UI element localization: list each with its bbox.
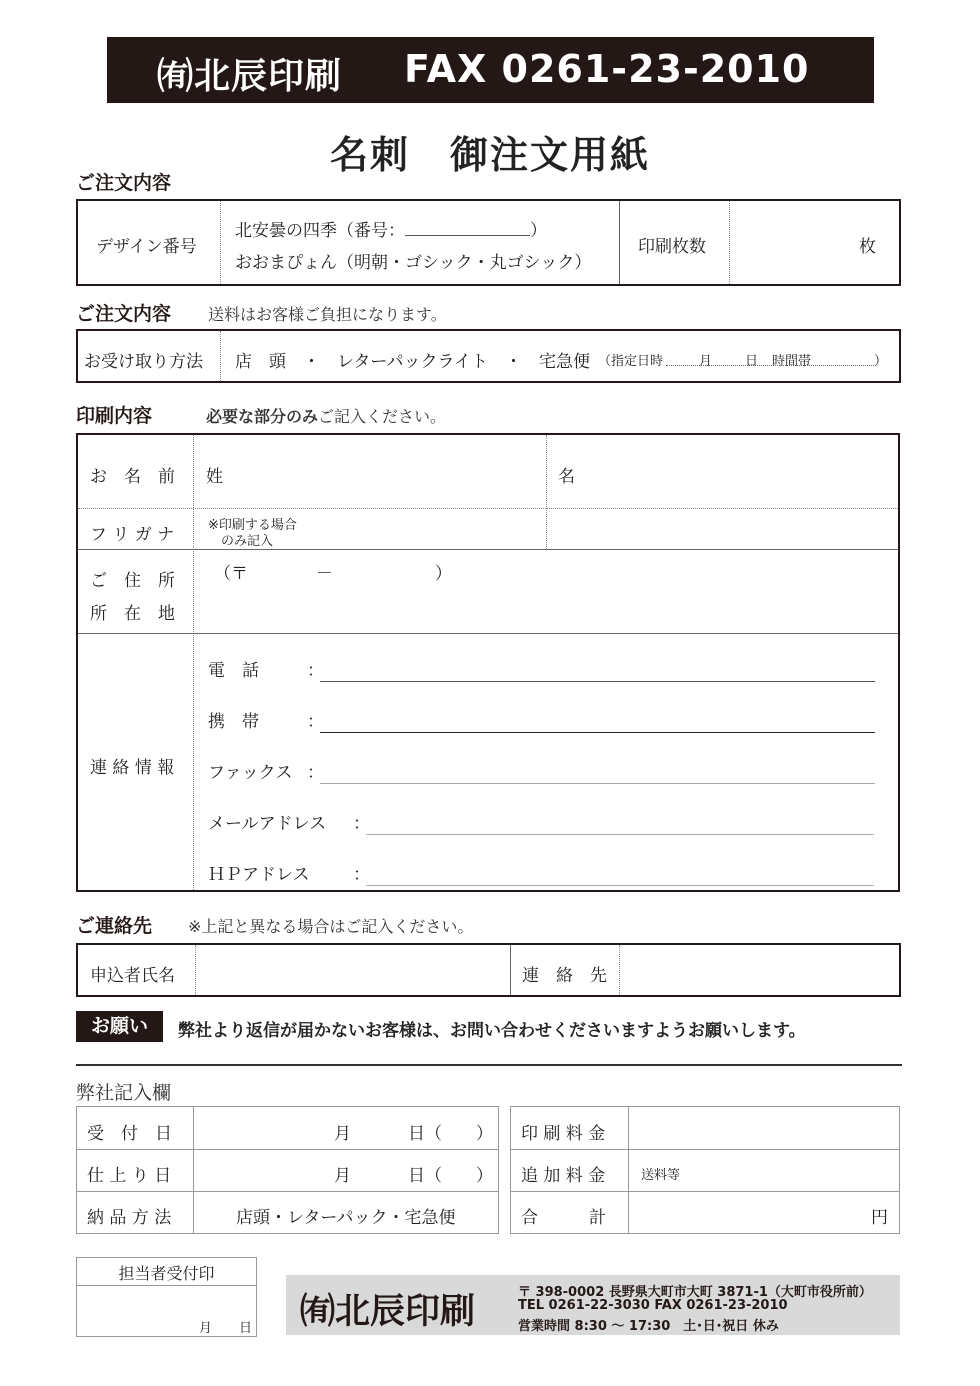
extra-fee-note: 送料等 <box>641 1168 681 1183</box>
hp-input[interactable] <box>366 885 874 886</box>
print-note <box>206 404 446 427</box>
mobile-input[interactable] <box>320 732 875 733</box>
print-note-bold: 必要な部分のみ <box>206 407 319 426</box>
furigana-sei-input[interactable] <box>308 513 538 545</box>
request-text: 弊社より返信が届かないお客様は、お問い合わせくださいますようお願いします。 <box>178 1021 806 1041</box>
extra-fee-label: 追 加 料 金 <box>521 1166 606 1186</box>
stamp-month: 月 <box>199 1321 213 1336</box>
delivery-options[interactable]: 店頭・レターパック・宅急便 <box>236 1208 456 1228</box>
print-content-box <box>76 433 900 892</box>
furigana-mei-input[interactable] <box>553 513 893 545</box>
delivery-month: 月 <box>699 354 713 369</box>
received-month: 月 <box>334 1124 351 1144</box>
print-note-rest: ご記入ください。 <box>318 407 447 426</box>
address-input[interactable] <box>208 585 888 627</box>
sei-label: 姓 <box>206 467 223 487</box>
total-label: 合 計 <box>521 1208 606 1228</box>
furigana-label: フ リ ガ ナ <box>90 525 175 545</box>
order-heading-1: ご注文内容 <box>76 172 172 194</box>
office-right-table <box>510 1106 900 1234</box>
header-banner <box>107 37 874 103</box>
divider <box>76 1064 902 1066</box>
receive-method-box <box>76 329 901 383</box>
stamp-box <box>76 1257 257 1337</box>
mobile-label: 携 帯 <box>208 712 259 732</box>
footer-tel: TEL 0261-22-3030 FAX 0261-23-2010 <box>518 1298 788 1313</box>
design-number-input[interactable] <box>405 221 530 236</box>
postal-code-field[interactable]: （〒 － ） <box>214 564 452 584</box>
company-name: ㈲北辰印刷 <box>157 56 343 97</box>
tel-label: 電 話 <box>208 661 259 681</box>
shipping-note: 送料はお客様ご負担になります。 <box>208 305 447 324</box>
address-label-2: 所 在 地 <box>90 604 175 624</box>
email-input[interactable] <box>366 834 874 835</box>
design-option-1-end: ） <box>530 221 547 241</box>
tel-colon: ： <box>307 661 324 681</box>
finished-month: 月 <box>334 1166 351 1186</box>
design-option-1-text: 北安曇の四季（番号： <box>235 221 405 241</box>
print-qty-input[interactable] <box>738 219 848 267</box>
address-label-1: ご 住 所 <box>90 571 175 591</box>
fax-number: FAX 0261-23-2010 <box>404 47 810 91</box>
contact-heading: ご連絡先 <box>76 915 153 937</box>
mei-input[interactable] <box>578 445 888 500</box>
received-day[interactable]: 日（ ） <box>408 1124 493 1144</box>
name-label: お 名 前 <box>90 467 175 487</box>
stamp-day: 日 <box>239 1321 253 1336</box>
receive-method-label: お受け取り方法 <box>84 352 203 372</box>
applicant-input[interactable] <box>203 951 503 991</box>
contact-to-label: 連 絡 先 <box>522 966 607 986</box>
design-number-label: デザイン番号 <box>96 237 197 257</box>
contact-to-input[interactable] <box>628 951 893 991</box>
design-order-box <box>76 199 901 286</box>
fax-colon: ： <box>307 763 324 783</box>
tel-input[interactable] <box>320 681 875 682</box>
office-heading: 弊社記入欄 <box>76 1082 172 1104</box>
hp-colon: ： <box>353 865 370 885</box>
print-fee-label: 印 刷 料 金 <box>521 1124 606 1144</box>
footer-address: 〒 398-0002 長野県大町市大町 3871-1（大町市役所前） <box>518 1285 872 1300</box>
delivery-close: ） <box>874 354 888 369</box>
delivery-time: 時間帯 <box>772 354 812 369</box>
total-yen: 円 <box>871 1208 888 1228</box>
footer-company: ㈲北辰印刷 <box>300 1292 476 1332</box>
delivery-day: 日 <box>745 354 759 369</box>
page-title: 名刺 御注文用紙 <box>329 133 650 177</box>
office-left-table <box>76 1106 499 1234</box>
design-option-2[interactable]: おおまぴょん（明朝・ゴシック・丸ゴシック） <box>235 253 592 273</box>
receive-options[interactable]: 店 頭 ・ レターパックライト ・ 宅急便 <box>235 352 590 372</box>
footer-bar <box>286 1275 900 1335</box>
mei-label: 名 <box>558 467 575 487</box>
print-qty-unit: 枚 <box>859 237 876 257</box>
furigana-note-1: ※印刷する場合 <box>208 518 297 533</box>
received-label: 受 付 日 <box>87 1124 172 1144</box>
print-heading: 印刷内容 <box>76 405 153 427</box>
email-label: メールアドレス <box>208 814 327 834</box>
sei-input[interactable] <box>223 445 533 500</box>
hp-label: ＨＰアドレス <box>208 865 310 885</box>
request-tag: お願い <box>76 1011 163 1042</box>
furigana-note-2: のみ記入 <box>221 534 274 549</box>
fax-label: ファックス <box>208 763 293 783</box>
email-colon: ： <box>353 814 370 834</box>
fax-input[interactable] <box>320 783 875 784</box>
delivery-label: 納 品 方 法 <box>87 1208 172 1228</box>
delivery-underline[interactable] <box>666 365 876 366</box>
order-heading-2: ご注文内容 <box>76 303 172 325</box>
delivery-spec: （指定日時 <box>598 354 664 369</box>
finished-label: 仕 上 り 日 <box>87 1166 172 1186</box>
footer-hours: 営業時間 8:30 ～ 17:30 土･日･祝日 休み <box>518 1319 779 1334</box>
contact-box <box>76 943 901 997</box>
contact-note: ※上記と異なる場合はご記入ください。 <box>188 917 474 936</box>
contact-info-label: 連 絡 情 報 <box>90 758 175 778</box>
design-option-1[interactable] <box>235 216 547 241</box>
finished-day[interactable]: 日（ ） <box>408 1166 493 1186</box>
print-fee-input[interactable] <box>636 1112 891 1144</box>
mobile-colon: ： <box>307 712 324 732</box>
print-qty-label: 印刷枚数 <box>638 237 706 257</box>
applicant-label: 申込者氏名 <box>90 966 175 986</box>
stamp-title: 担当者受付印 <box>118 1264 215 1283</box>
